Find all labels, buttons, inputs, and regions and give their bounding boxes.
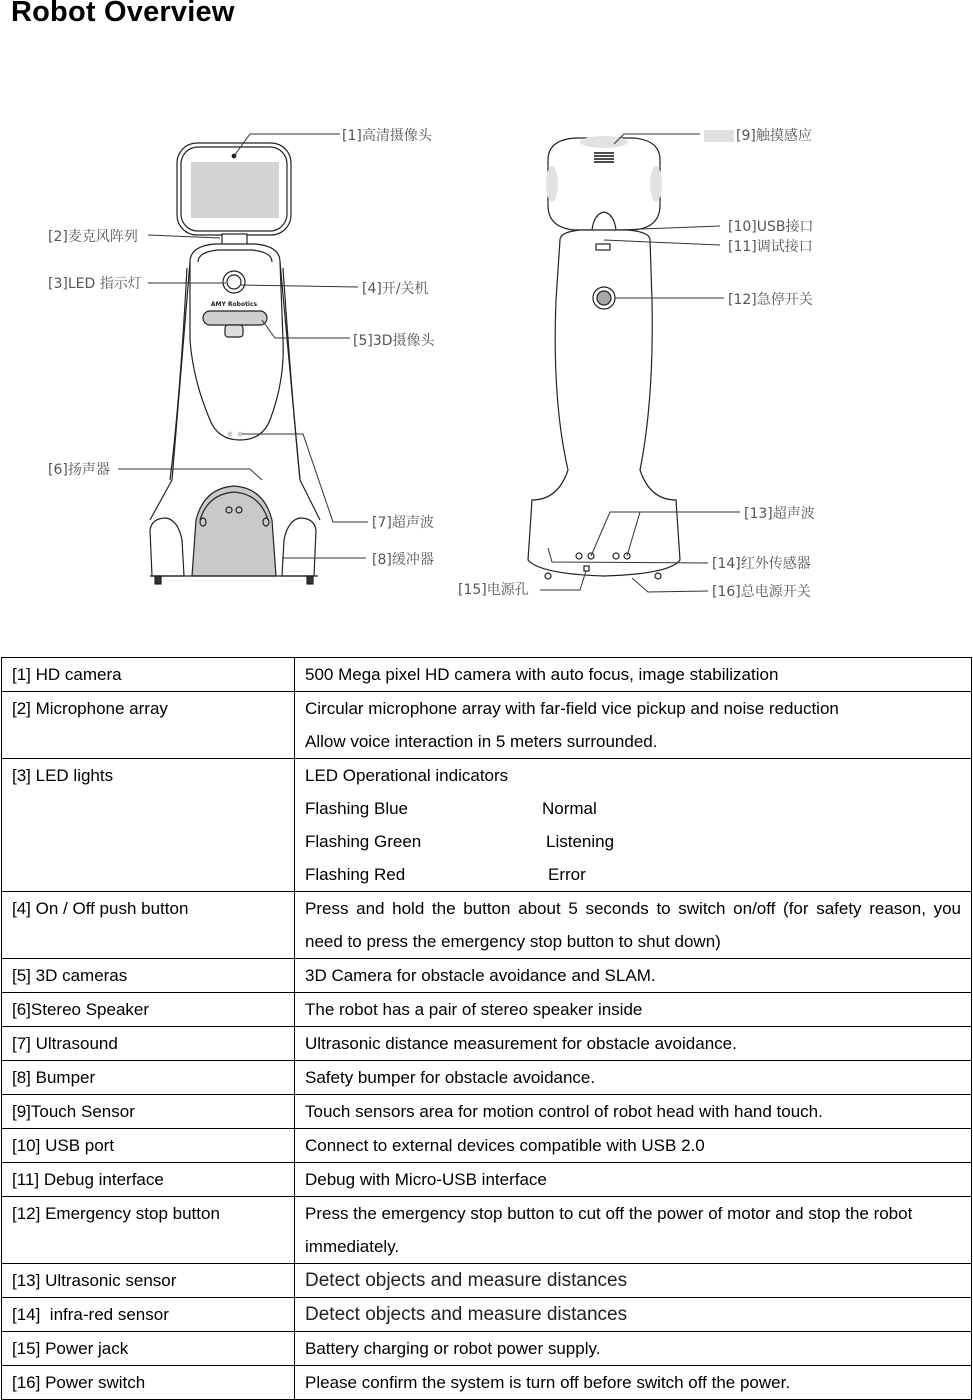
callout-5: [5]3D摄像头 <box>353 333 435 349</box>
callout-13: [13]超声波 <box>744 506 815 522</box>
callout-14: [14]红外传感器 <box>712 556 811 572</box>
component-name: [4] On / Off push button <box>2 892 295 959</box>
component-description: Safety bumper for obstacle avoidance. <box>295 1061 972 1095</box>
led-indicator-blue: Flashing Blue Normal <box>305 799 597 818</box>
component-description: Ultrasonic distance measurement for obstacle avoidance. <box>295 1027 972 1061</box>
table-row <box>2 1197 972 1264</box>
component-name: [5] 3D cameras <box>2 959 295 993</box>
component-description: 3D Camera for obstacle avoidance and SLAM. <box>295 959 972 993</box>
robot-diagram-svg <box>0 100 973 620</box>
brand-text: AMY Robotics <box>210 301 258 308</box>
component-description <box>295 692 972 759</box>
component-name: [6]Stereo Speaker <box>2 993 295 1027</box>
robot-diagram <box>0 100 973 620</box>
description-line: LED Operational indicators <box>305 766 509 785</box>
component-description <box>295 759 972 892</box>
table-row <box>2 1061 972 1095</box>
led-indicator-red: Flashing Red Error <box>305 865 586 884</box>
callout-16: [16]总电源开关 <box>712 584 811 600</box>
component-description: Detect objects and measure distances <box>295 1264 972 1298</box>
component-name: [9]Touch Sensor <box>2 1095 295 1129</box>
component-name: [2] Microphone array <box>2 692 295 759</box>
callout-9: [9]触摸感应 <box>736 128 812 144</box>
component-description: Debug with Micro-USB interface <box>295 1163 972 1197</box>
component-description: Press and hold the button about 5 seconds to switch on/off (for safety reason, you need to press the emergency stop button to shut down) <box>295 892 972 959</box>
table-row <box>2 993 972 1027</box>
table-row <box>2 959 972 993</box>
component-name: [8] Bumper <box>2 1061 295 1095</box>
screen-display <box>191 162 279 218</box>
table-row <box>2 692 972 759</box>
description-line: Circular microphone array with far-field vice pickup and noise reduction <box>305 699 839 718</box>
table-row <box>2 1366 972 1400</box>
callout-4: [4]开/关机 <box>362 281 429 297</box>
component-name: [10] USB port <box>2 1129 295 1163</box>
component-name: [1] HD camera <box>2 658 295 692</box>
callout-7: [7]超声波 <box>372 515 434 531</box>
description-line: Allow voice interaction in 5 meters surrounded. <box>305 732 658 751</box>
table-row <box>2 1264 972 1298</box>
component-description: The robot has a pair of stereo speaker inside <box>295 993 972 1027</box>
component-spec-table <box>1 657 972 1400</box>
table-row <box>2 1027 972 1061</box>
table-row <box>2 1163 972 1197</box>
component-description: Please confirm the system is turn off before switch off the power. <box>295 1366 972 1400</box>
callout-10: [10]USB接口 <box>728 219 814 235</box>
component-name: [7] Ultrasound <box>2 1027 295 1061</box>
callout-3: [3]LED 指示灯 <box>48 276 142 292</box>
back-view-robot <box>528 136 680 579</box>
component-description: Connect to external devices compatible with USB 2.0 <box>295 1129 972 1163</box>
led-indicator-green: Flashing Green Listening <box>305 832 615 851</box>
component-description: Detect objects and measure distances <box>295 1298 972 1332</box>
callout-1: [1]高清摄像头 <box>342 128 432 144</box>
component-description: Battery charging or robot power supply. <box>295 1332 972 1366</box>
callout-2: [2]麦克风阵列 <box>48 229 138 245</box>
table-row <box>2 1298 972 1332</box>
callout-6: [6]扬声器 <box>48 462 110 478</box>
table-row <box>2 1095 972 1129</box>
component-description: Touch sensors area for motion control of robot head with hand touch. <box>295 1095 972 1129</box>
front-view-robot <box>150 143 320 584</box>
table-row <box>2 759 972 892</box>
callout-12: [12]急停开关 <box>728 292 813 308</box>
callout-11: [11]调试接口 <box>728 239 813 255</box>
component-name: [14] infra-red sensor <box>2 1298 295 1332</box>
table-row <box>2 1129 972 1163</box>
table-row <box>2 1332 972 1366</box>
table-row <box>2 658 972 692</box>
callout-15: [15]电源孔 <box>458 582 529 598</box>
component-name: [13] Ultrasonic sensor <box>2 1264 295 1298</box>
callout-8: [8]缓冲器 <box>372 552 434 568</box>
component-name: [16] Power switch <box>2 1366 295 1400</box>
component-name: [11] Debug interface <box>2 1163 295 1197</box>
component-name: [3] LED lights <box>2 759 295 892</box>
component-name: [15] Power jack <box>2 1332 295 1366</box>
page-title: Robot Overview <box>11 0 235 28</box>
component-description: 500 Mega pixel HD camera with auto focus, image stabilization <box>295 658 972 692</box>
component-description: Press the emergency stop button to cut off the power of motor and stop the robot immediately. <box>295 1197 972 1264</box>
table-row <box>2 892 972 959</box>
component-name: [12] Emergency stop button <box>2 1197 295 1264</box>
